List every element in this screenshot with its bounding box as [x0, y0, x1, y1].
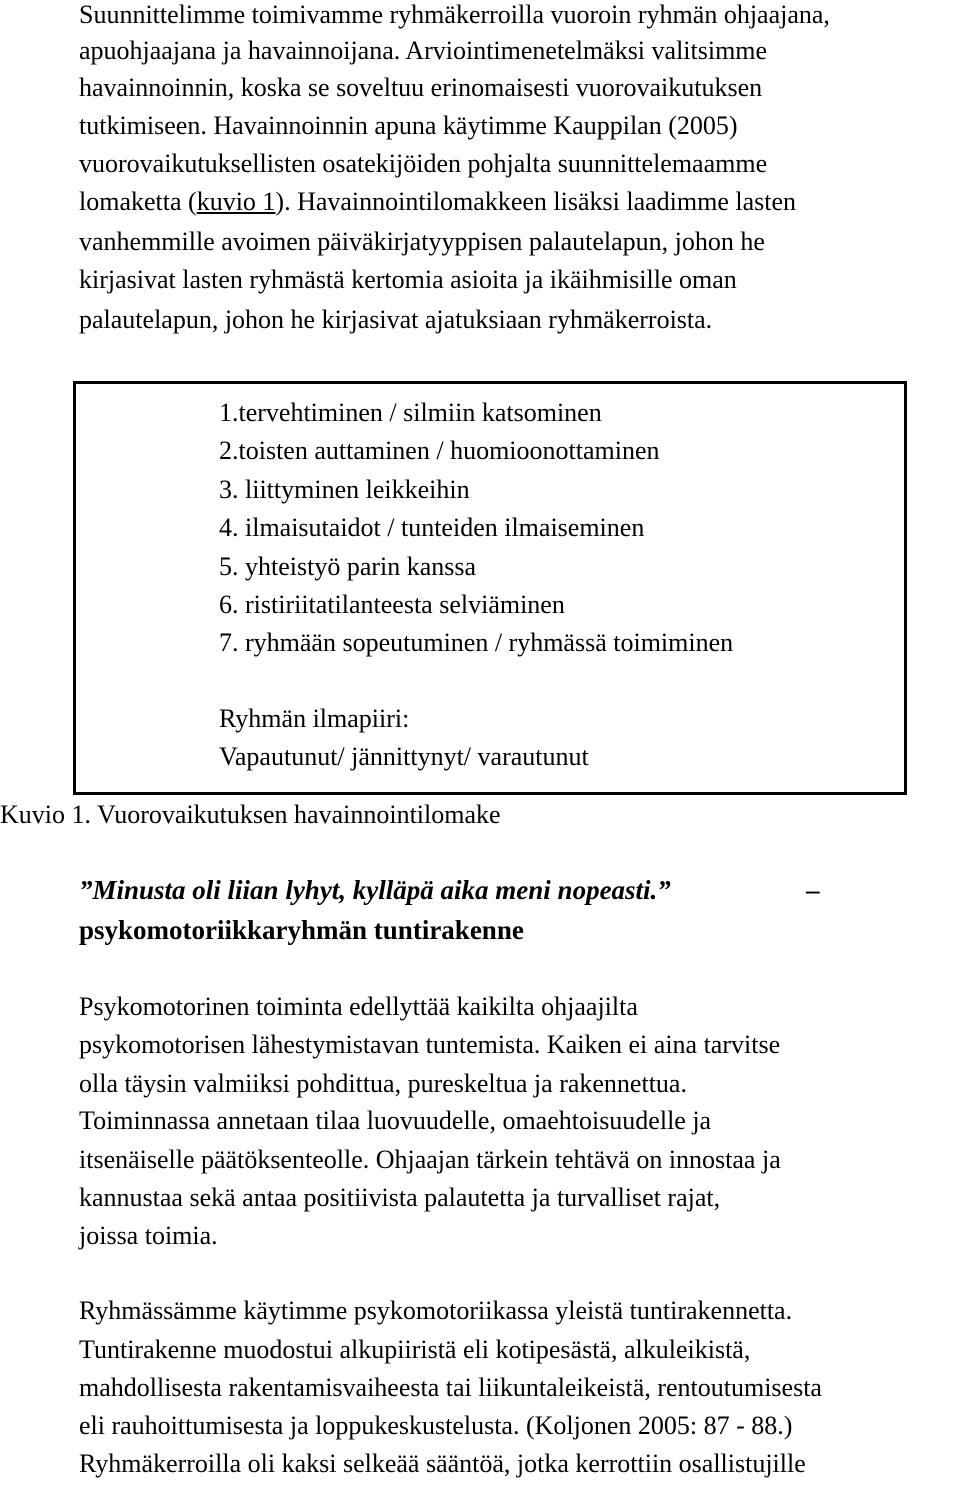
text-line: palautelapun, johon he kirjasivat ajatuksiaan ryhmäkerroista. — [79, 305, 713, 334]
text-line: havainnoinnin, koska se soveltuu erinomaisesti vuorovaikutuksen — [79, 73, 763, 102]
figure-reference-link[interactable]: kuvio 1 — [196, 187, 276, 216]
atmosphere-options: Vapautunut/ jännittynyt/ varautunut — [219, 742, 589, 771]
text-line: Psykomotorinen toiminta edellyttää kaikilta ohjaajilta — [79, 992, 638, 1021]
text-line: Toiminnassa annetaan tilaa luovuudelle, omaehtoisuudelle ja — [79, 1106, 712, 1135]
form-item: 7. ryhmään sopeutuminen / ryhmässä toimiminen — [219, 628, 734, 657]
form-item: 2.toisten auttaminen / huomioonottaminen — [219, 436, 660, 465]
section-heading: psykomotoriikkaryhmän tuntirakenne — [79, 915, 524, 945]
atmosphere-label: Ryhmän ilmapiiri: — [219, 704, 410, 733]
text-line: kirjasivat lasten ryhmästä kertomia asioita ja ikäihmisille oman — [79, 265, 737, 294]
text-line: olla täysin valmiiksi pohdittua, pureskeltua ja rakennettua. — [79, 1069, 687, 1098]
form-item: 5. yhteistyö parin kanssa — [219, 552, 477, 581]
text-line: Suunnittelimme toimivamme ryhmäkerroilla vuoroin ryhmän ohjaajana, — [79, 0, 830, 29]
section-dash: – — [806, 875, 820, 905]
text-line: Ryhmässämme käytimme psykomotoriikassa yleistä tuntirakennetta. — [79, 1296, 793, 1325]
text-line: apuohjaajana ja havainnoijana. Arviointimenetelmäksi valitsimme — [79, 36, 768, 65]
text-line: kannustaa sekä antaa positiivista palautetta ja turvalliset rajat, — [79, 1183, 721, 1212]
form-item: 4. ilmaisutaidot / tunteiden ilmaiseminen — [219, 513, 645, 542]
form-item: 3. liittyminen leikkeihin — [219, 475, 470, 504]
form-item: 6. ristiriitatilanteesta selviäminen — [219, 590, 565, 619]
text-line — [79, 187, 796, 217]
figure-caption: Kuvio 1. Vuorovaikutuksen havainnointilomake — [0, 800, 501, 829]
form-item: 1.tervehtiminen / silmiin katsominen — [219, 398, 602, 427]
text-line: tutkimiseen. Havainnoinnin apuna käytimme Kauppilan (2005) — [79, 111, 738, 140]
text-line: psykomotorisen lähestymistavan tuntemista. Kaiken ei aina tarvitse — [79, 1030, 781, 1059]
text-line: vanhemmille avoimen päiväkirjatyyppisen palautelapun, johon he — [79, 227, 765, 256]
text-line: itsenäiselle päätöksenteolle. Ohjaajan tärkein tehtävä on innostaa ja — [79, 1145, 781, 1174]
text-line: Tuntirakenne muodostui alkupiiristä eli kotipesästä, alkuleikistä, — [79, 1335, 751, 1364]
text-line: joissa toimia. — [79, 1221, 218, 1250]
text-line: eli rauhoittumisesta ja loppukeskustelusta. (Koljonen 2005: 87 - 88.) — [79, 1411, 793, 1440]
text-line: vuorovaikutuksellisten osatekijöiden pohjalta suunnittelemaamme — [79, 149, 768, 178]
text-segment: ). Havainnointilomakkeen lisäksi laadimme lasten — [275, 187, 797, 216]
text-line: mahdollisesta rakentamisvaiheesta tai liikuntaleikeistä, rentoutumisesta — [79, 1373, 822, 1402]
section-quote: ”Minusta oli liian lyhyt, kylläpä aika meni nopeasti.” — [79, 875, 671, 905]
text-segment: lomaketta ( — [79, 187, 197, 216]
text-line: Ryhmäkerroilla oli kaksi selkeää sääntöä, jotka kerrottiin osallistujille — [79, 1449, 806, 1478]
